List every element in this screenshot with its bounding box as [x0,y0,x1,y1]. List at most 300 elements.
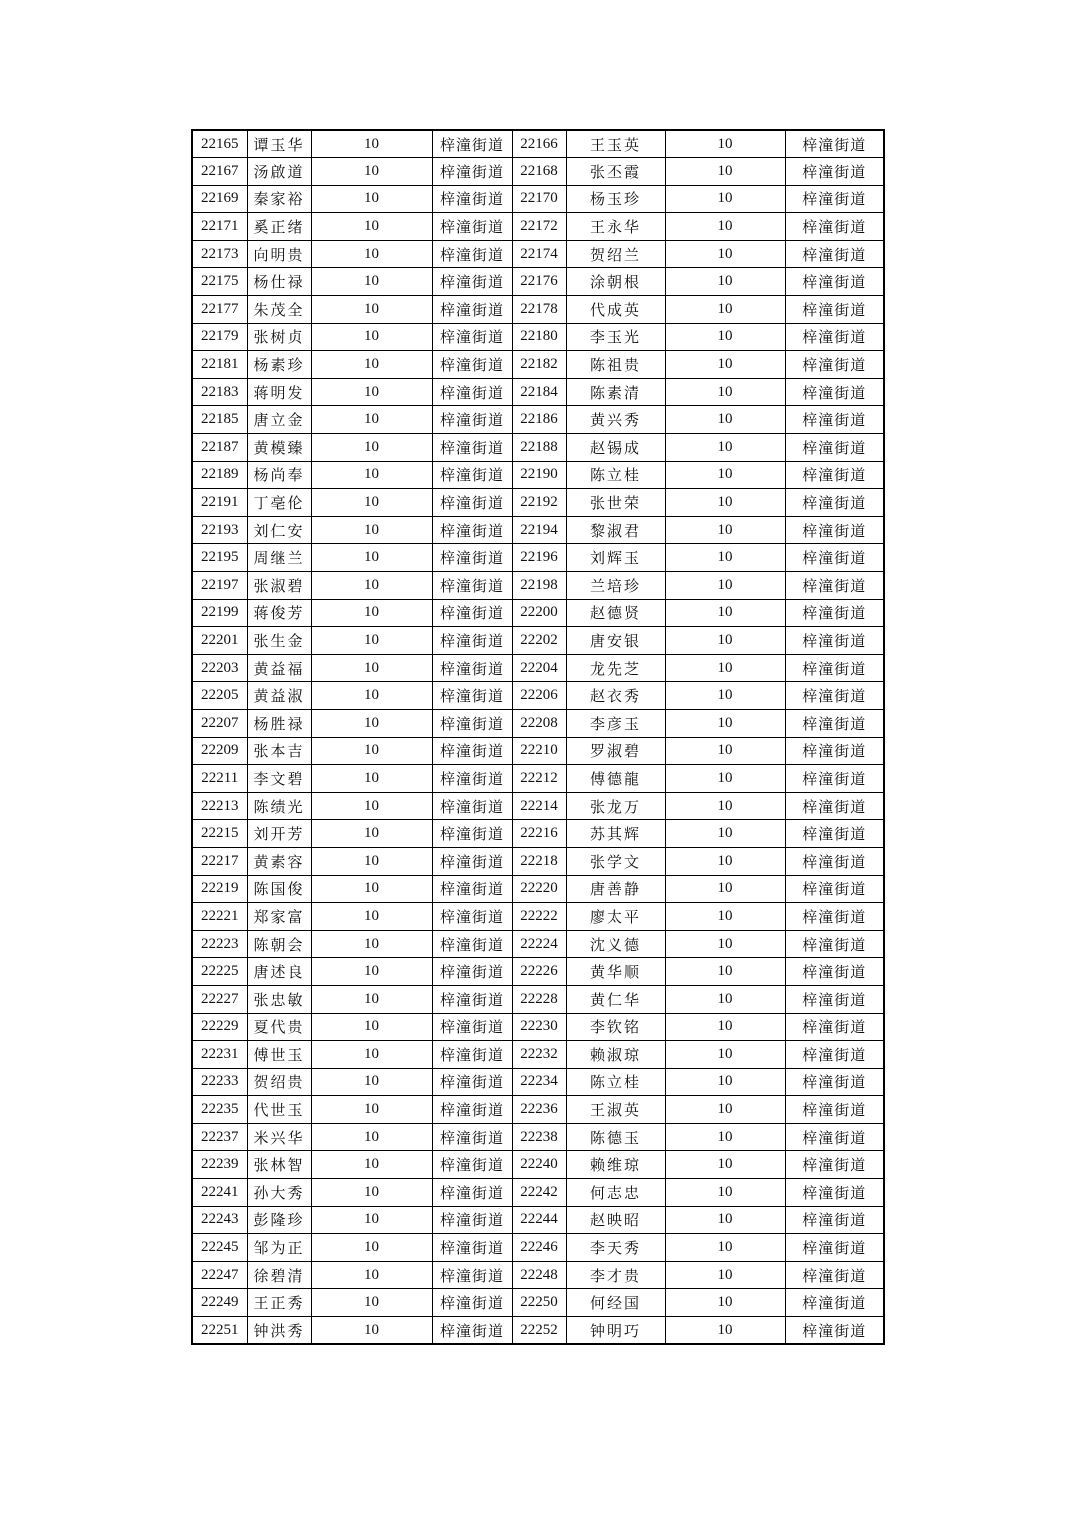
table-row [192,1041,884,1069]
record-id-cell: 22219 [192,875,247,903]
record-name-cell: 奚正绪 [247,213,311,241]
record-id-cell: 22241 [192,1179,247,1207]
record-id-cell: 22201 [192,627,247,655]
record-amount-cell: 10 [311,709,432,737]
record-id-cell: 22198 [512,572,566,600]
record-amount-cell: 10 [311,1096,432,1124]
record-amount-cell: 10 [311,130,432,158]
record-name-cell: 傅德龍 [566,765,665,793]
record-amount-cell: 10 [665,958,785,986]
record-name-cell: 黄模臻 [247,434,311,462]
record-name-cell: 唐述良 [247,958,311,986]
record-id-cell: 22213 [192,792,247,820]
record-name-cell: 李文碧 [247,765,311,793]
record-amount-cell: 10 [665,489,785,517]
record-amount-cell: 10 [311,185,432,213]
record-amount-cell: 10 [665,434,785,462]
record-amount-cell: 10 [311,1013,432,1041]
record-street-cell: 梓潼街道 [785,130,884,158]
record-name-cell: 陈立桂 [566,461,665,489]
record-name-cell: 李玉光 [566,323,665,351]
record-id-cell: 22235 [192,1096,247,1124]
record-amount-cell: 10 [311,847,432,875]
record-id-cell: 22224 [512,930,566,958]
record-id-cell: 22245 [192,1234,247,1262]
record-amount-cell: 10 [311,792,432,820]
record-street-cell: 梓潼街道 [785,323,884,351]
record-amount-cell: 10 [665,1234,785,1262]
record-name-cell: 邹为正 [247,1234,311,1262]
record-street-cell: 梓潼街道 [432,240,512,268]
record-id-cell: 22206 [512,682,566,710]
record-street-cell: 梓潼街道 [785,240,884,268]
record-name-cell: 赖维琼 [566,1151,665,1179]
record-street-cell: 梓潼街道 [432,434,512,462]
record-name-cell: 张忠敏 [247,985,311,1013]
table-row [192,185,884,213]
record-street-cell: 梓潼街道 [432,1289,512,1317]
record-street-cell: 梓潼街道 [785,820,884,848]
record-id-cell: 22172 [512,213,566,241]
record-street-cell: 梓潼街道 [785,682,884,710]
record-street-cell: 梓潼街道 [785,1234,884,1262]
record-id-cell: 22179 [192,323,247,351]
table-row [192,1206,884,1234]
record-street-cell: 梓潼街道 [432,1151,512,1179]
record-street-cell: 梓潼街道 [785,378,884,406]
record-street-cell: 梓潼街道 [432,406,512,434]
record-id-cell: 22211 [192,765,247,793]
record-street-cell: 梓潼街道 [432,737,512,765]
record-street-cell: 梓潼街道 [432,268,512,296]
record-amount-cell: 10 [665,903,785,931]
record-amount-cell: 10 [311,213,432,241]
record-name-cell: 黎淑君 [566,516,665,544]
record-id-cell: 22252 [512,1317,566,1345]
record-amount-cell: 10 [311,1151,432,1179]
record-street-cell: 梓潼街道 [785,1206,884,1234]
table-row [192,378,884,406]
record-name-cell: 李天秀 [566,1234,665,1262]
record-amount-cell: 10 [665,930,785,958]
record-street-cell: 梓潼街道 [785,847,884,875]
record-amount-cell: 10 [665,737,785,765]
table-row [192,985,884,1013]
record-name-cell: 赖淑琼 [566,1041,665,1069]
record-name-cell: 何经国 [566,1289,665,1317]
record-amount-cell: 10 [311,434,432,462]
record-street-cell: 梓潼街道 [432,296,512,324]
record-street-cell: 梓潼街道 [432,1234,512,1262]
record-name-cell: 刘仁安 [247,516,311,544]
record-street-cell: 梓潼街道 [432,1179,512,1207]
record-amount-cell: 10 [665,240,785,268]
record-amount-cell: 10 [311,544,432,572]
record-amount-cell: 10 [311,461,432,489]
record-street-cell: 梓潼街道 [432,847,512,875]
record-name-cell: 周继兰 [247,544,311,572]
record-amount-cell: 10 [311,682,432,710]
record-amount-cell: 10 [665,1041,785,1069]
record-name-cell: 刘辉玉 [566,544,665,572]
record-street-cell: 梓潼街道 [785,351,884,379]
record-amount-cell: 10 [665,323,785,351]
record-street-cell: 梓潼街道 [785,213,884,241]
record-name-cell: 彭隆珍 [247,1206,311,1234]
record-amount-cell: 10 [311,268,432,296]
record-street-cell: 梓潼街道 [785,1289,884,1317]
record-amount-cell: 10 [311,323,432,351]
record-amount-cell: 10 [311,1317,432,1345]
record-amount-cell: 10 [665,461,785,489]
record-id-cell: 22220 [512,875,566,903]
table-row [192,1179,884,1207]
record-name-cell: 张世荣 [566,489,665,517]
record-name-cell: 张生金 [247,627,311,655]
record-street-cell: 梓潼街道 [785,516,884,544]
record-street-cell: 梓潼街道 [785,654,884,682]
record-street-cell: 梓潼街道 [785,406,884,434]
record-name-cell: 陈德玉 [566,1123,665,1151]
record-amount-cell: 10 [311,820,432,848]
record-street-cell: 梓潼街道 [432,792,512,820]
record-id-cell: 22174 [512,240,566,268]
record-id-cell: 22188 [512,434,566,462]
record-amount-cell: 10 [311,1289,432,1317]
record-street-cell: 梓潼街道 [432,489,512,517]
record-name-cell: 蒋明发 [247,378,311,406]
record-name-cell: 兰培珍 [566,572,665,600]
record-id-cell: 22177 [192,296,247,324]
record-name-cell: 孙大秀 [247,1179,311,1207]
record-street-cell: 梓潼街道 [785,958,884,986]
table-row [192,958,884,986]
record-street-cell: 梓潼街道 [432,213,512,241]
record-name-cell: 陈祖贵 [566,351,665,379]
table-row [192,820,884,848]
record-street-cell: 梓潼街道 [432,572,512,600]
record-id-cell: 22189 [192,461,247,489]
record-name-cell: 唐立金 [247,406,311,434]
record-id-cell: 22218 [512,847,566,875]
record-street-cell: 梓潼街道 [785,599,884,627]
record-amount-cell: 10 [665,406,785,434]
record-id-cell: 22249 [192,1289,247,1317]
record-amount-cell: 10 [665,1151,785,1179]
record-name-cell: 钟明巧 [566,1317,665,1345]
record-amount-cell: 10 [665,296,785,324]
table-row [192,1123,884,1151]
record-name-cell: 黄益淑 [247,682,311,710]
table-row [192,654,884,682]
record-name-cell: 黄仁华 [566,985,665,1013]
record-amount-cell: 10 [311,627,432,655]
record-street-cell: 梓潼街道 [432,1317,512,1345]
record-amount-cell: 10 [665,847,785,875]
record-id-cell: 22229 [192,1013,247,1041]
record-name-cell: 陈绩光 [247,792,311,820]
record-id-cell: 22194 [512,516,566,544]
record-name-cell: 李钦铭 [566,1013,665,1041]
record-street-cell: 梓潼街道 [432,709,512,737]
record-amount-cell: 10 [665,1096,785,1124]
record-id-cell: 22228 [512,985,566,1013]
record-id-cell: 22209 [192,737,247,765]
record-street-cell: 梓潼街道 [432,158,512,186]
record-amount-cell: 10 [665,351,785,379]
record-amount-cell: 10 [311,240,432,268]
table-row [192,737,884,765]
record-id-cell: 22236 [512,1096,566,1124]
record-name-cell: 张学文 [566,847,665,875]
record-street-cell: 梓潼街道 [785,1179,884,1207]
record-street-cell: 梓潼街道 [432,958,512,986]
record-name-cell: 丁亳伦 [247,489,311,517]
record-id-cell: 22215 [192,820,247,848]
table-row [192,1151,884,1179]
record-id-cell: 22186 [512,406,566,434]
record-street-cell: 梓潼街道 [432,461,512,489]
table-row [192,792,884,820]
record-id-cell: 22178 [512,296,566,324]
record-amount-cell: 10 [311,1179,432,1207]
record-street-cell: 梓潼街道 [432,654,512,682]
record-name-cell: 赵衣秀 [566,682,665,710]
record-amount-cell: 10 [311,875,432,903]
table-row [192,1289,884,1317]
record-street-cell: 梓潼街道 [785,765,884,793]
record-amount-cell: 10 [665,1317,785,1345]
table-row [192,489,884,517]
record-name-cell: 王淑英 [566,1096,665,1124]
record-id-cell: 22222 [512,903,566,931]
record-table [191,129,885,1345]
record-amount-cell: 10 [665,1179,785,1207]
record-street-cell: 梓潼街道 [785,489,884,517]
record-name-cell: 廖太平 [566,903,665,931]
record-name-cell: 张本吉 [247,737,311,765]
record-name-cell: 贺绍贵 [247,1068,311,1096]
record-street-cell: 梓潼街道 [432,765,512,793]
record-amount-cell: 10 [665,765,785,793]
record-street-cell: 梓潼街道 [785,792,884,820]
record-street-cell: 梓潼街道 [432,323,512,351]
table-row [192,599,884,627]
record-street-cell: 梓潼街道 [785,268,884,296]
record-id-cell: 22168 [512,158,566,186]
record-amount-cell: 10 [665,268,785,296]
record-name-cell: 刘开芳 [247,820,311,848]
table-row [192,296,884,324]
record-street-cell: 梓潼街道 [432,1261,512,1289]
table-row [192,1068,884,1096]
table-row [192,213,884,241]
record-id-cell: 22173 [192,240,247,268]
record-id-cell: 22167 [192,158,247,186]
record-street-cell: 梓潼街道 [785,709,884,737]
record-amount-cell: 10 [311,1234,432,1262]
table-row [192,1096,884,1124]
record-id-cell: 22242 [512,1179,566,1207]
record-amount-cell: 10 [665,1123,785,1151]
record-street-cell: 梓潼街道 [432,1041,512,1069]
record-street-cell: 梓潼街道 [432,1096,512,1124]
record-id-cell: 22225 [192,958,247,986]
record-amount-cell: 10 [665,1289,785,1317]
record-id-cell: 22165 [192,130,247,158]
record-street-cell: 梓潼街道 [432,875,512,903]
record-street-cell: 梓潼街道 [432,903,512,931]
record-name-cell: 代成英 [566,296,665,324]
table-row [192,709,884,737]
record-street-cell: 梓潼街道 [785,158,884,186]
record-amount-cell: 10 [311,406,432,434]
record-id-cell: 22251 [192,1317,247,1345]
record-name-cell: 杨仕禄 [247,268,311,296]
record-id-cell: 22250 [512,1289,566,1317]
record-id-cell: 22191 [192,489,247,517]
record-street-cell: 梓潼街道 [785,903,884,931]
record-id-cell: 22221 [192,903,247,931]
record-street-cell: 梓潼街道 [785,875,884,903]
record-amount-cell: 10 [665,792,785,820]
record-id-cell: 22212 [512,765,566,793]
table-row [192,765,884,793]
record-id-cell: 22195 [192,544,247,572]
record-id-cell: 22232 [512,1041,566,1069]
record-name-cell: 米兴华 [247,1123,311,1151]
record-name-cell: 赵锡成 [566,434,665,462]
record-id-cell: 22196 [512,544,566,572]
record-name-cell: 王永华 [566,213,665,241]
record-name-cell: 赵德贤 [566,599,665,627]
table-row [192,875,884,903]
record-name-cell: 涂朝根 [566,268,665,296]
record-name-cell: 黄益福 [247,654,311,682]
table-row [192,461,884,489]
table-row [192,516,884,544]
record-name-cell: 秦家裕 [247,185,311,213]
record-id-cell: 22239 [192,1151,247,1179]
record-id-cell: 22171 [192,213,247,241]
record-street-cell: 梓潼街道 [785,1041,884,1069]
record-id-cell: 22231 [192,1041,247,1069]
record-street-cell: 梓潼街道 [785,985,884,1013]
record-amount-cell: 10 [665,544,785,572]
record-id-cell: 22246 [512,1234,566,1262]
record-amount-cell: 10 [665,599,785,627]
record-id-cell: 22210 [512,737,566,765]
record-id-cell: 22169 [192,185,247,213]
record-street-cell: 梓潼街道 [785,1123,884,1151]
record-street-cell: 梓潼街道 [432,599,512,627]
record-amount-cell: 10 [665,516,785,544]
record-name-cell: 唐善静 [566,875,665,903]
record-id-cell: 22207 [192,709,247,737]
table-row [192,847,884,875]
record-street-cell: 梓潼街道 [785,1151,884,1179]
record-amount-cell: 10 [665,185,785,213]
record-street-cell: 梓潼街道 [785,1013,884,1041]
record-id-cell: 22237 [192,1123,247,1151]
record-amount-cell: 10 [311,158,432,186]
record-street-cell: 梓潼街道 [432,1123,512,1151]
record-name-cell: 苏其辉 [566,820,665,848]
record-street-cell: 梓潼街道 [785,627,884,655]
record-id-cell: 22208 [512,709,566,737]
record-amount-cell: 10 [311,351,432,379]
record-name-cell: 赵映昭 [566,1206,665,1234]
record-name-cell: 朱茂全 [247,296,311,324]
record-street-cell: 梓潼街道 [432,930,512,958]
record-name-cell: 沈义德 [566,930,665,958]
record-id-cell: 22199 [192,599,247,627]
record-amount-cell: 10 [665,627,785,655]
record-street-cell: 梓潼街道 [785,544,884,572]
table-row [192,1261,884,1289]
record-amount-cell: 10 [311,903,432,931]
record-amount-cell: 10 [311,1041,432,1069]
table-row [192,240,884,268]
record-name-cell: 黄素容 [247,847,311,875]
record-id-cell: 22240 [512,1151,566,1179]
record-name-cell: 杨素珍 [247,351,311,379]
record-name-cell: 罗淑碧 [566,737,665,765]
table-row [192,682,884,710]
record-street-cell: 梓潼街道 [785,461,884,489]
record-name-cell: 何志忠 [566,1179,665,1207]
record-id-cell: 22183 [192,378,247,406]
record-id-cell: 22170 [512,185,566,213]
record-amount-cell: 10 [311,765,432,793]
record-table-body [192,130,884,1344]
record-id-cell: 22166 [512,130,566,158]
record-street-cell: 梓潼街道 [785,930,884,958]
record-id-cell: 22214 [512,792,566,820]
table-row [192,572,884,600]
record-street-cell: 梓潼街道 [432,1013,512,1041]
record-street-cell: 梓潼街道 [432,985,512,1013]
record-name-cell: 李彦玉 [566,709,665,737]
table-row [192,544,884,572]
record-id-cell: 22244 [512,1206,566,1234]
record-id-cell: 22243 [192,1206,247,1234]
record-amount-cell: 10 [311,378,432,406]
record-name-cell: 黄兴秀 [566,406,665,434]
record-amount-cell: 10 [665,1068,785,1096]
record-name-cell: 龙先芝 [566,654,665,682]
record-id-cell: 22204 [512,654,566,682]
record-amount-cell: 10 [311,296,432,324]
record-amount-cell: 10 [311,958,432,986]
record-street-cell: 梓潼街道 [432,130,512,158]
record-name-cell: 徐碧清 [247,1261,311,1289]
record-street-cell: 梓潼街道 [432,351,512,379]
record-street-cell: 梓潼街道 [785,1317,884,1345]
record-street-cell: 梓潼街道 [785,1261,884,1289]
record-amount-cell: 10 [311,489,432,517]
record-street-cell: 梓潼街道 [432,516,512,544]
record-id-cell: 22238 [512,1123,566,1151]
record-street-cell: 梓潼街道 [432,820,512,848]
table-row [192,268,884,296]
record-id-cell: 22200 [512,599,566,627]
record-amount-cell: 10 [665,158,785,186]
record-street-cell: 梓潼街道 [785,1096,884,1124]
record-name-cell: 杨玉珍 [566,185,665,213]
record-id-cell: 22247 [192,1261,247,1289]
record-name-cell: 贺绍兰 [566,240,665,268]
